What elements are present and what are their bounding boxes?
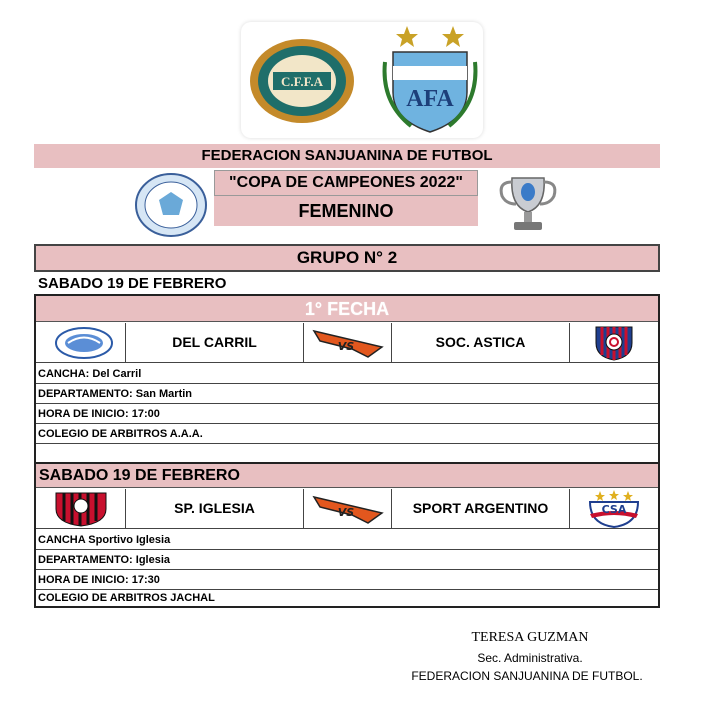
sp-iglesia-crest: [46, 491, 116, 527]
match-row: [36, 489, 658, 529]
match-date-2: SABADO 19 DE FEBRERO: [36, 464, 658, 488]
soc-astica-crest: [594, 325, 634, 361]
home-team: DEL CARRIL: [126, 323, 304, 362]
empty-row: [36, 444, 658, 464]
vs-cell: [304, 489, 392, 528]
vs-text: VS: [337, 340, 355, 353]
round-title: 1° FECHA: [36, 296, 658, 322]
sport-argentino-crest: [586, 490, 642, 528]
vs-cell: [304, 323, 392, 362]
venue-row: CANCHA Sportivo Iglesia: [36, 530, 658, 550]
vs-icon: [312, 493, 384, 525]
logos-panel: [241, 22, 483, 138]
trophy-icon: [494, 170, 562, 238]
match-date: SABADO 19 DE FEBRERO: [38, 275, 227, 292]
start-time-row: HORA DE INICIO: 17:30: [36, 570, 658, 590]
federation-title: FEDERACION SANJUANINA DE FUTBOL: [34, 144, 660, 168]
cffa-logo: [247, 36, 357, 126]
home-crest-cell: [36, 323, 126, 362]
home-team: SP. IGLESIA: [126, 489, 304, 528]
match-card-2: [34, 462, 660, 608]
afa-logo-text: AFA: [406, 86, 454, 112]
cup-title: "COPA DE CAMPEONES 2022": [214, 170, 478, 196]
away-crest-cell: [570, 489, 658, 528]
del-carril-crest: [54, 326, 114, 360]
signature-organization: FEDERACION SANJUANINA DE FUTBOL.: [411, 669, 643, 683]
match-row: [36, 323, 658, 363]
cffa-logo-text: C.F.F.A: [280, 74, 324, 89]
away-team: SPORT ARGENTINO: [392, 489, 570, 528]
signature-name: TERESA GUZMAN: [471, 630, 589, 645]
group-title: GRUPO N° 2: [34, 244, 660, 272]
start-time-row: HORA DE INICIO: 17:00: [36, 404, 658, 424]
match-card-1: [34, 294, 660, 464]
department-row: DEPARTAMENTO: Iglesia: [36, 550, 658, 570]
vs-text: VS: [337, 506, 355, 519]
away-crest-cell: [570, 323, 658, 362]
referees-row: COLEGIO DE ARBITROS JACHAL: [38, 592, 215, 604]
home-crest-cell: [36, 489, 126, 528]
vs-icon: [312, 327, 384, 359]
venue-row: CANCHA: Del Carril: [36, 364, 658, 384]
afa-logo: [381, 22, 479, 134]
department-row: DEPARTAMENTO: San Martin: [36, 384, 658, 404]
referees-row: COLEGIO DE ARBITROS A.A.A.: [36, 424, 658, 444]
away-team: SOC. ASTICA: [392, 323, 570, 362]
csa-text: CSA: [601, 503, 627, 516]
category-title: FEMENINO: [214, 196, 478, 226]
federation-seal-logo: [134, 172, 208, 238]
signature-role: Sec. Administrativa.: [477, 651, 583, 665]
